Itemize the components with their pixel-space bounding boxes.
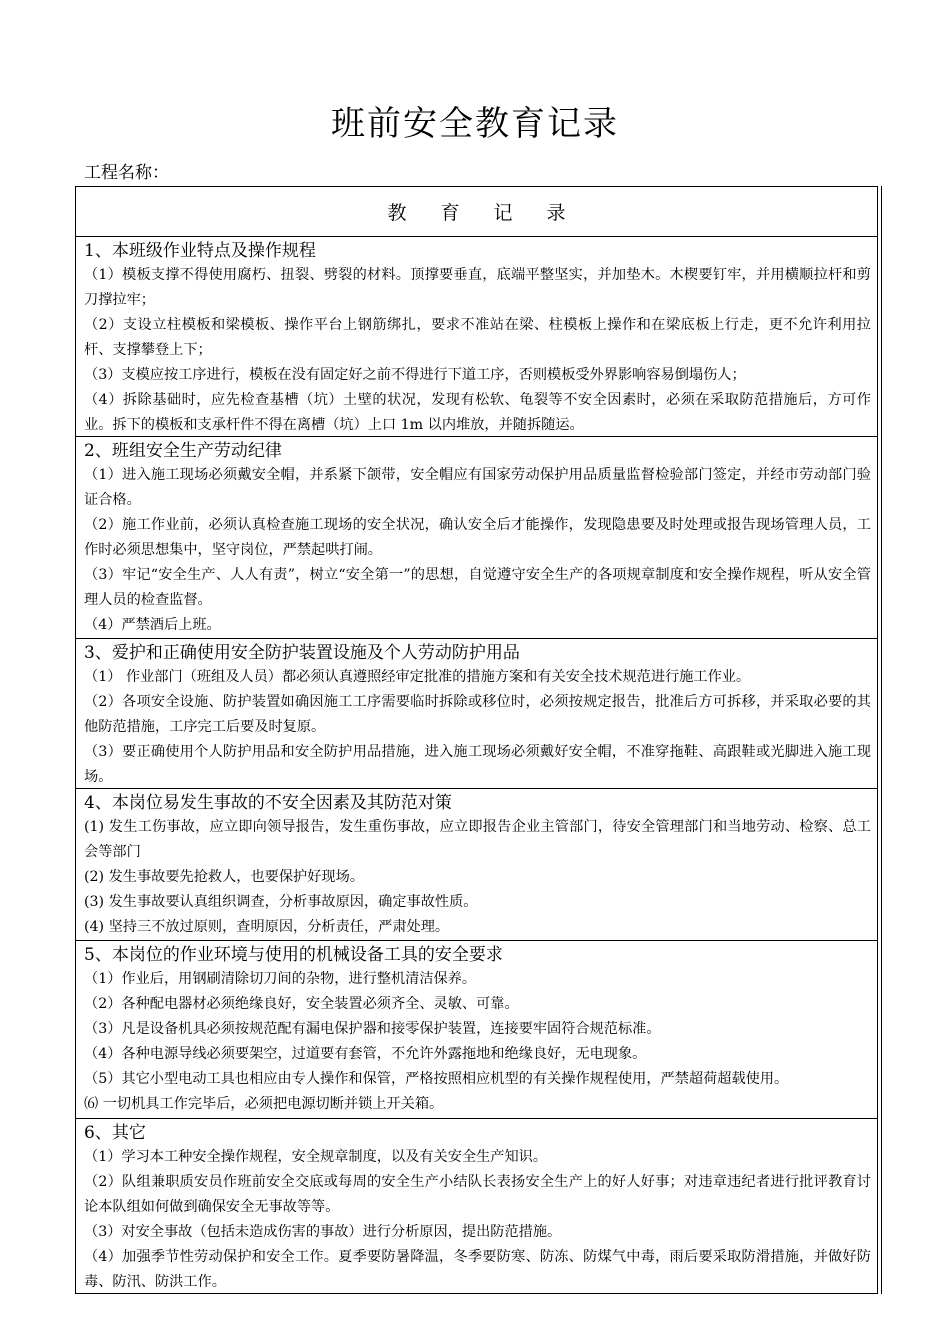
list-item: (2) 发生事故要先抢救人，也要保护好现场。 [84,869,364,885]
list-item: （3）凡是设备机具必须按规范配有漏电保护器和接零保护装置，连接要牢固符合规范标准。 [84,1021,661,1037]
section-labor-discipline [76,437,877,639]
section-title: 1、本班级作业特点及操作规程 [84,241,316,261]
list-item: (1) 发生工伤事故，应立即向领导报告，发生重伤事故，应立即报告企业主管部门，待安全管理部门和当地劳动、检察、总工会等部门 [84,819,871,860]
list-item: （2）施工作业前，必须认真检查施工现场的安全状况，确认安全后才能操作，发现隐患要及时处理或报告现场管理人员，工作时必须思想集中，坚守岗位，严禁起哄打闹。 [84,517,871,558]
list-item: ⑹ 一切机具工作完毕后，必须把电源切断并锁上开关箱。 [84,1096,444,1112]
list-item: （4）严禁酒后上班。 [84,617,221,633]
list-item: （3）对安全事故（包括未造成伤害的事故）进行分析原因，提出防范措施。 [84,1224,562,1240]
list-item: （3）要正确使用个人防护用品和安全防护用品措施，进入施工现场必须戴好安全帽，不准穿拖鞋、高跟鞋或光脚进入施工现场。 [84,744,871,785]
list-item: （3）支模应按工序进行，模板在没有固定好之前不得进行下道工序，否则模板受外界影响容易倒塌伤人； [84,367,746,383]
list-item: （4）拆除基础时，应先检查基槽（坑）土壁的状况，发现有松软、龟裂等不安全因素时，必须在采取防范措施后，方可作业。拆下的模板和支承杆件不得在离槽（坑）上口 1m 以内堆放，并随拆随运。 [84,392,871,433]
section-accident-factors [76,789,877,941]
list-item: （2）各项安全设施、防护装置如确因施工工序需要临时拆除或移位时，必须按规定报告，批准后方可拆移，并采取必要的其他防范措施，工序完工后要及时复原。 [84,694,871,735]
page-title: 班前安全教育记录 [331,104,619,144]
list-item: (3) 发生事故要认真组织调查，分析事故原因，确定事故性质。 [84,894,478,910]
list-item: （1）进入施工现场必须戴安全帽，并系紧下颌带，安全帽应有国家劳动保护用品质量监督检验部门签定，并经市劳动部门验证合格。 [84,467,871,508]
section-equipment-safety [76,941,877,1119]
education-record-table [75,186,878,1294]
section-title: 4、本岗位易发生事故的不安全因素及其防范对策 [84,793,452,813]
section-other [76,1119,877,1295]
section-title: 2、班组安全生产劳动纪律 [84,441,282,461]
section-title: 3、爱护和正确使用安全防护装置设施及个人劳动防护用品 [84,643,520,663]
list-item: （1）模板支撑不得使用腐朽、扭裂、劈裂的材料。顶撑要垂直，底端平整坚实，并加垫木。木楔要钉牢，并用横顺拉杆和剪刀撑拉牢； [84,267,871,308]
list-item: （2）各种配电器材必须绝缘良好，安全装置必须齐全、灵敏、可靠。 [84,996,519,1012]
table-header: 教育记录 [76,187,877,237]
list-item: （4）各种电源导线必须要架空，过道要有套管，不允许外露拖地和绝缘良好，无电现象。 [84,1046,647,1062]
list-item: （5）其它小型电动工具也相应由专人操作和保管，严格按照相应机型的有关操作规程使用，严禁超荷超载使用。 [84,1071,789,1087]
list-item: （1） 作业部门（班组及人员）都必须认真遵照经审定批准的措施方案和有关安全技术规范进行施工作业。 [84,669,751,685]
list-item: （1）作业后，用钢刷清除切刀间的杂物，进行整机清洁保养。 [84,971,477,987]
list-item: （4）加强季节性劳动保护和安全工作。夏季要防暑降温，冬季要防寒、防冻、防煤气中毒，雨后要采取防滑措施，并做好防毒、防汛、防洪工作。 [84,1249,871,1290]
section-title: 6、其它 [84,1123,146,1143]
list-item: (4) 坚持三不放过原则，查明原因，分析责任，严肃处理。 [84,919,450,935]
section-work-rules [76,237,877,437]
list-item: （2）支设立柱模板和梁模板、操作平台上钢筋绑扎，要求不准站在梁、柱模板上操作和在梁底板上行走，更不允许利用拉杆、支撑攀登上下； [84,317,871,358]
list-item: （1）学习本工种安全操作规程，安全规章制度，以及有关安全生产知识。 [84,1149,548,1165]
list-item: （3）牢记“安全生产、人人有责”，树立“安全第一”的思想，自觉遵守安全生产的各项规章制度和安全操作规程，听从安全管理人员的检查监督。 [84,567,871,608]
section-protective-equipment [76,639,877,789]
section-title: 5、本岗位的作业环境与使用的机械设备工具的安全要求 [84,945,503,965]
project-name-label: 工程名称： [84,163,169,183]
list-item: （2）队组兼职质安员作班前安全交底或每周的安全生产小结队长表扬安全生产上的好人好事；对违章违纪者进行批评教育讨论本队组如何做到确保安全无事故等等。 [84,1174,871,1215]
